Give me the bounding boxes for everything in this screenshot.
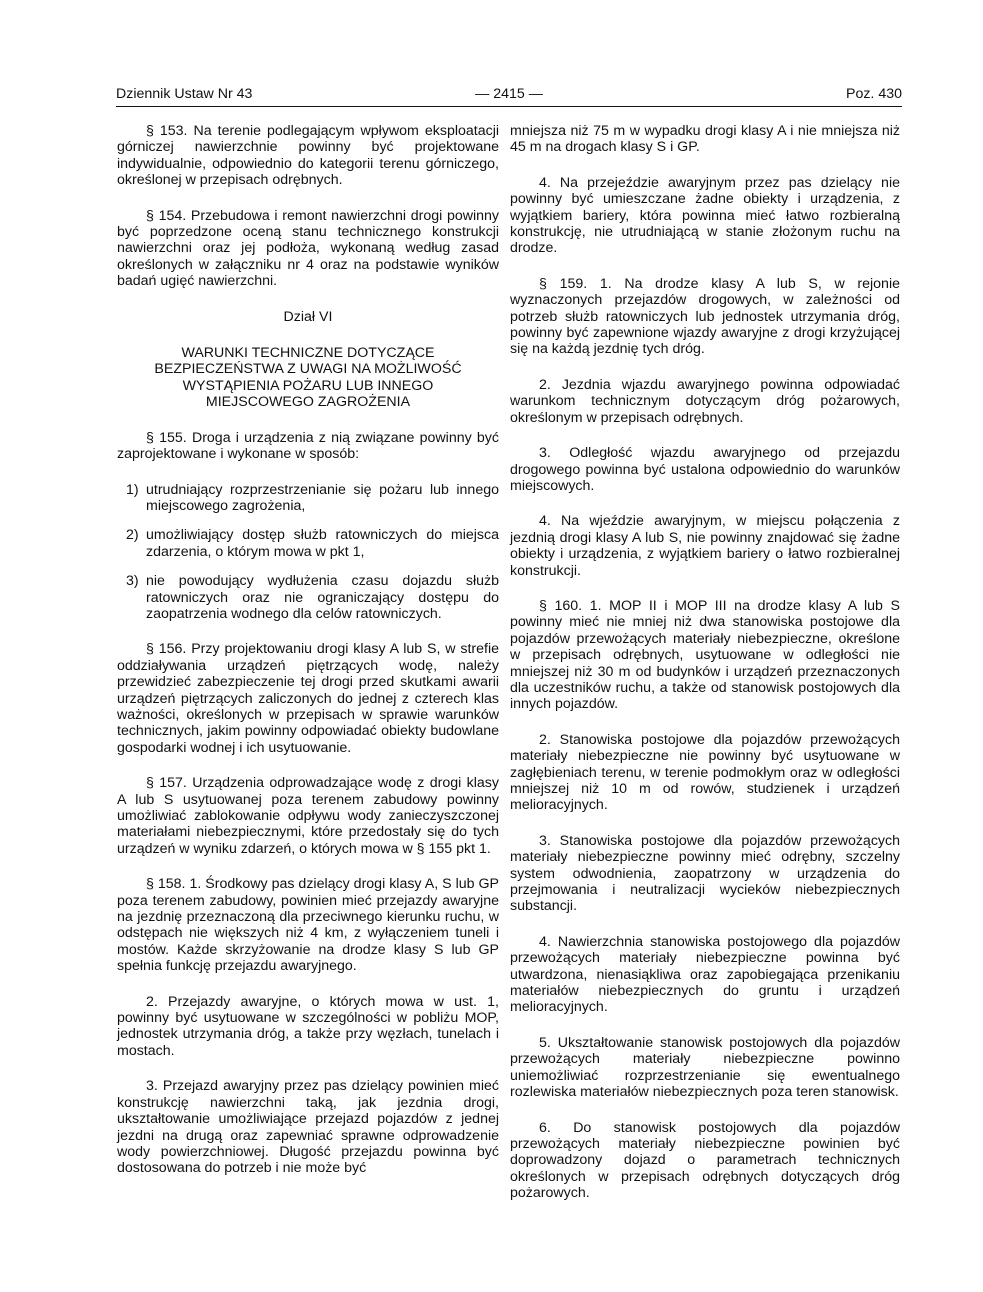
paragraph-159-4: 4. Na wjeździe awaryjnym, w miejscu połączenia z jezdnią drogi klasy A lub S, nie powinny znajdować się żadne obiekty i urządzenia, z wyjątkiem bariery o łatwo rozbieralnej konstrukcji. [510,513,900,579]
page-header [116,84,902,107]
section-title-line: WARUNKI TECHNICZNE DOTYCZĄCE [181,345,435,362]
list-item-text: umożliwiający dostęp służb ratowniczych do miejsca zdarzenia, o którym mowa w pkt 1, [146,527,499,560]
paragraph-158-2: 2. Przejazdy awaryjne, o których mowa w ust. 1, powinny być usytuowane w szczególności w pobliżu MOP, jednostek utrzymania dróg, a także przy węzłach, tunelach i mostach. [117,993,499,1059]
paragraph-154: § 154. Przebudowa i remont nawierzchni drogi powinny być poprzedzone oceną stanu technicznego konstrukcji nawierzchni oraz jej podłoża, wykonaną według zasad określonych w załączniku nr 4 oraz na podstawie wyników badań ugięć nawierzchni. [117,207,499,290]
paragraph-160-2: 2. Stanowiska postojowe dla pojazdów przewożących materiały niebezpieczne nie powinny być usytuowane w zagłębieniach terenu, w terenie podmokłym oraz w odległości mniejszej niż 10 m od rowów, studzienek i urządzeń melioracyjnych. [510,731,900,814]
right-column [510,123,900,1221]
list-item [117,482,499,515]
paragraph-156: § 156. Przy projektowaniu drogi klasy A lub S, w strefie oddziaływania urządzeń piętrzących wodę, należy przewidzieć zabezpieczenie tej drogi przed skutkami awarii urządzeń piętrzących zaliczonych do jednej z czterech klas ważności, określonych w przepisach w sprawie warunków technicznych, jakim powinny odpowiadać obiekty budowlane gospodarki wodnej i ich usytuowanie. [117,641,499,756]
section-title-line: WYSTĄPIENIA POŻARU LUB INNEGO [182,377,434,394]
paragraph-160-6: 6. Do stanowisk postojowych dla pojazdów przewożących materiały niebezpieczne powinien być doprowadzony dojazd o parametrach technicznych określonych w przepisach odrębnych dotyczących dróg pożarowych. [510,1119,900,1202]
paragraph-160-4: 4. Nawierzchnia stanowiska postojowego dla pojazdów przewożących materiały niebezpieczne powinna być utwardzona, nienasiąkliwa oraz zapobiegająca przenikaniu materiałów niebezpiecznych do gruntu i urządzeń melioracyjnych. [510,933,900,1016]
left-column [117,123,499,1196]
section-heading [117,309,499,411]
list-item-number: 1) [126,481,139,498]
paragraph-158-4: 4. Na przejeździe awaryjnym przez pas dzielący nie powinny być umieszczane żadne obiekty i urządzenia, z wyjątkiem bariery, która powinna mieć łatwo rozbieralną konstrukcję, nie utrudniającą w stanie złożonym ruchu na drodze. [510,174,900,257]
paragraph-159-1: § 159. 1. Na drodze klasy A lub S, w rejonie wyznaczonych przejazdów drogowych, w zależności od potrzeb służb ratowniczych lub jednostek utrzymania dróg, powinny być zapewnione wjazdy awaryjne z drogi krzyżującej się na każdą jezdnię tych dróg. [510,275,900,358]
section-title-line: MIEJSCOWEGO ZAGROŻENIA [205,394,411,411]
paragraph-158-3: 3. Przejazd awaryjny przez pas dzielący powinien mieć konstrukcję nawierzchni taką, jak jezdnia drogi, ukształtowanie umożliwiające przejazd pojazdów z jednej jezdni na drugą oraz zapewniać sprawne odprowadzenie wody powierzchniowej. Długość przejazdu powinna być dostosowana do potrzeb i nie może być [117,1078,499,1177]
paragraph-155-intro: § 155. Droga i urządzenia z nią związane powinny być zaprojektowane i wykonane w sposób: [117,429,499,463]
list-item [117,573,499,622]
page-number: — 2415 — [475,86,543,102]
paragraph-158-1: § 158. 1. Środkowy pas dzielący drogi klasy A, S lub GP poza terenem zabudowy, powinien mieć przejazdy awaryjne na jezdnię przeznaczoną dla przeciwnego kierunku ruchu, w odstępach nie większych niż 4 km, z wyłączeniem tuneli i mostów. Każde skrzyżowanie na drodze klasy S lub GP spełnia funkcję przejazdu awaryjnego. [117,876,499,975]
section-title-line: BEZPIECZEŃSTWA Z UWAGI NA MOŻLIWOŚĆ [154,361,462,378]
list-item-number: 3) [126,573,139,590]
journal-title: Dziennik Ustaw Nr 43 [116,86,253,102]
paragraph-159-2: 2. Jezdnia wjazdu awaryjnego powinna odpowiadać warunkom technicznym dotyczącym dróg pożarowych, określonym w przepisach odrębnych. [510,376,900,426]
paragraph-160-5: 5. Ukształtowanie stanowisk postojowych dla pojazdów przewożących materiały niebezpieczne powinno uniemożliwiać rozprzestrzenianie się ewentualnego rozlewiska materiałów niebezpiecznych poza teren stanowisk. [510,1034,900,1101]
section-number: Dział VI [283,308,333,325]
paragraph-153: § 153. Na terenie podlegającym wpływom eksploatacji górniczej nawierzchnie powinny być projektowane indywidualnie, odpowiednio do kategorii terenu górniczego, określonej w przepisach odrębnych. [117,123,499,189]
paragraph-160-3: 3. Stanowiska postojowe dla pojazdów przewożących materiały niebezpieczne powinny mieć odrębny, szczelny system odwodnienia, zaopatrzony w urządzenia do przejmowania i neutralizacji wycieków niebezpiecznych substancji. [510,832,900,915]
paragraph-157: § 157. Urządzenia odprowadzające wodę z drogi klasy A lub S usytuowanej poza terenem zabudowy powinny umożliwiać zablokowanie odpływu wody zanieczyszczonej materiałami niebezpiecznymi, które przedostały się do tych urządzeń w wyniku zdarzeń, o których mowa w § 155 pkt 1. [117,775,499,857]
paragraph-160-1: § 160. 1. MOP II i MOP III na drodze klasy A lub S powinny mieć nie mniej niż dwa stanowiska postojowe dla pojazdów przewożących materiały niebezpieczne, określone w przepisach odrębnych, usytuowane w odległości nie mniejszej niż 30 m od budynków i urządzeń przeznaczonych dla uczestników ruchu, a także od stanowisk postojowych dla innych pojazdów. [510,597,900,713]
list-item-text: nie powodujący wydłużenia czasu dojazdu służb ratowniczych oraz nie ograniczający dostępu do zaopatrzenia wodnego dla celów ratowniczych. [146,573,499,622]
position-number: Poz. 430 [845,86,902,102]
list-item [117,527,499,560]
list-item-number: 2) [126,527,139,544]
list-item-text: utrudniający rozprzestrzenianie się pożaru lub innego miejscowego zagrożenia, [146,481,499,514]
paragraph-159-3: 3. Odległość wjazdu awaryjnego od przejazdu drogowego powinna być ustalona odpowiednio do warunków miejscowych. [510,445,900,494]
paragraph-158-3-continued: mniejsza niż 75 m w wypadku drogi klasy A i nie mniejsza niż 45 m na drogach klasy S i GP. [510,123,900,156]
